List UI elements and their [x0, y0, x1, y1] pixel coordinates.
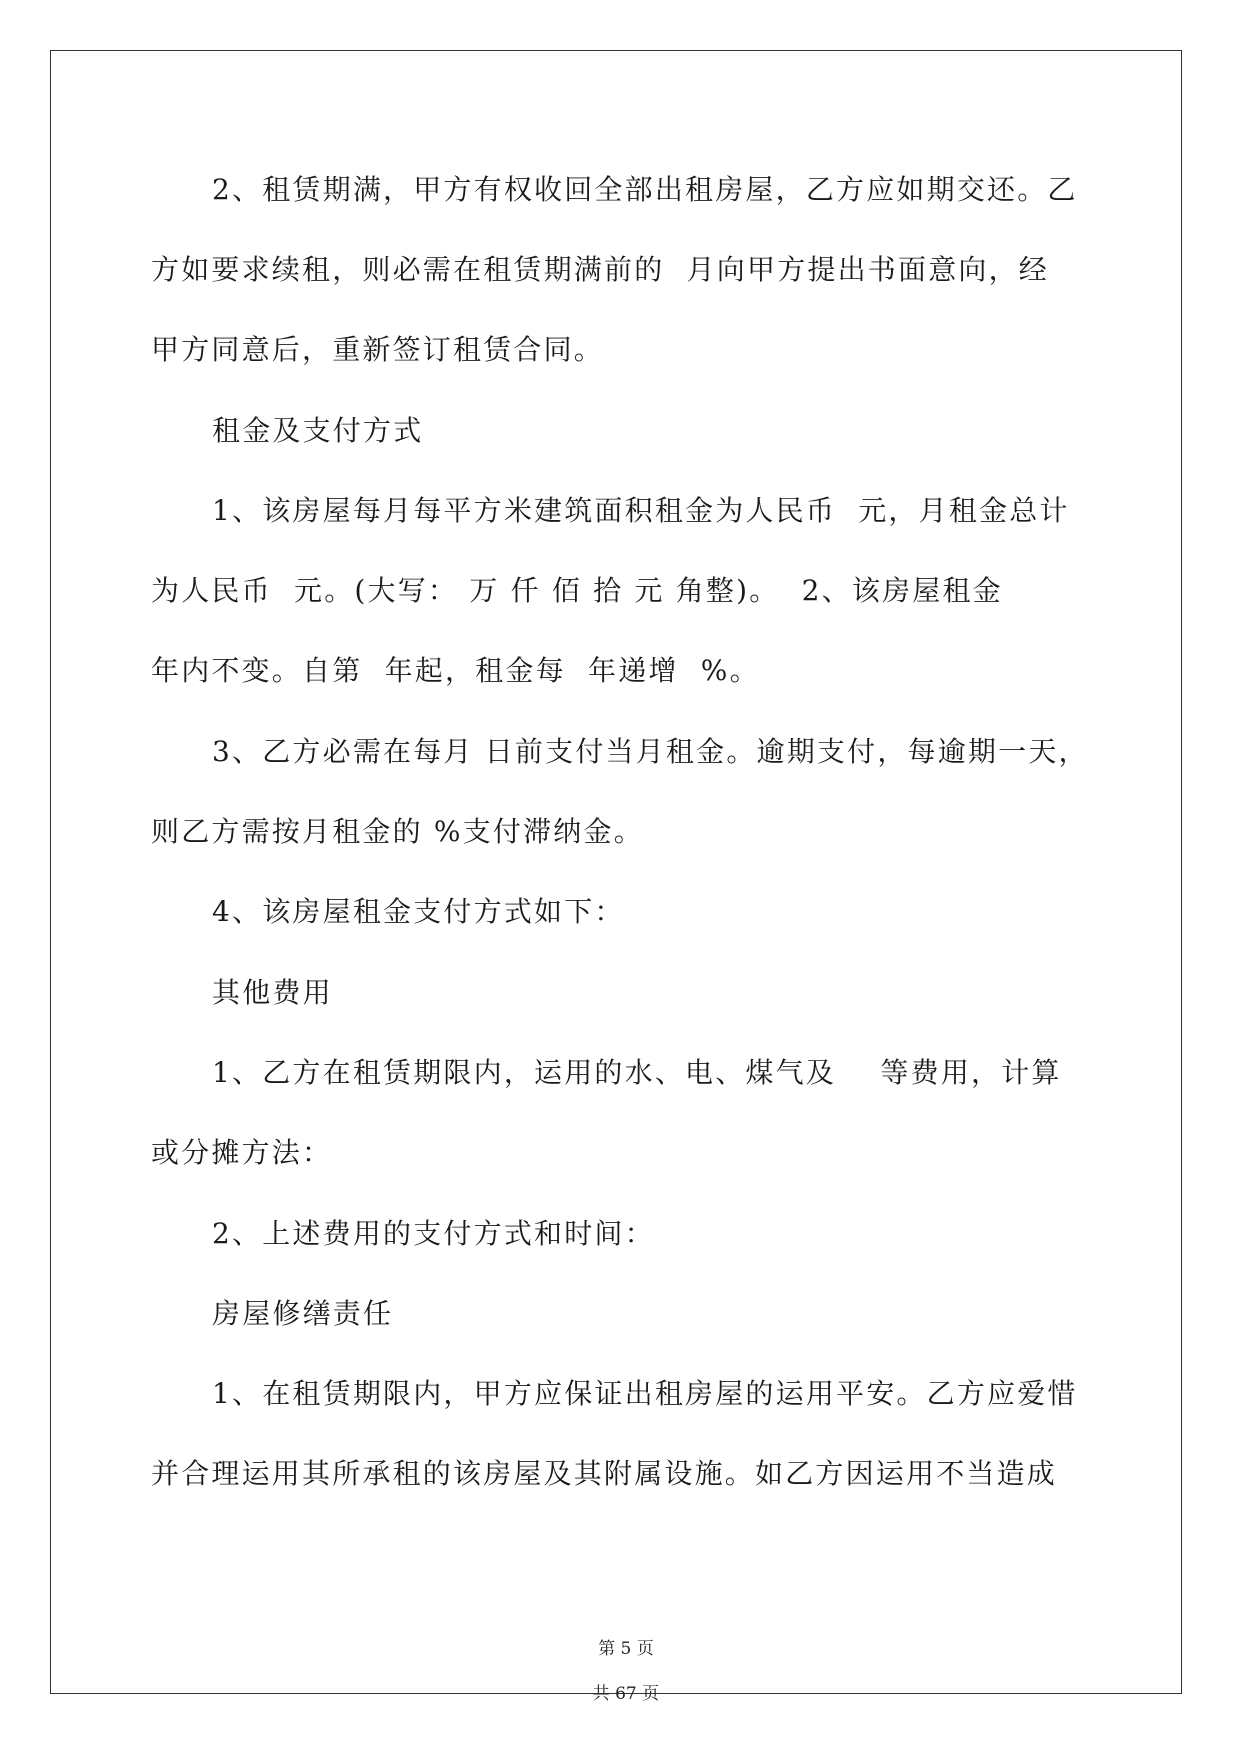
- page-number: 第 5 页: [598, 1639, 654, 1659]
- text-line: 1、在租赁期限内，甲方应保证出租房屋的运用平安。乙方应爱惜: [212, 1377, 1078, 1410]
- total-pages: 共 67 页: [592, 1684, 660, 1704]
- page-footer: [0, 1614, 1241, 1704]
- text-line: 2、租赁期满，甲方有权收回全部出租房屋，乙方应如期交还。乙: [212, 173, 1078, 206]
- text-line: 则乙方需按月租金的 %支付滞纳金。: [151, 815, 644, 848]
- text-line: 3、乙方必需在每月 日前支付当月租金。逾期支付，每逾期一天，: [212, 735, 1089, 768]
- text-line: 2、上述费用的支付方式和时间：: [212, 1217, 655, 1250]
- text-line: 1、乙方在租赁期限内，运用的水、电、煤气及 等费用，计算: [212, 1056, 1062, 1089]
- text-line: 甲方同意后，重新签订租赁合同。: [151, 333, 605, 366]
- section-heading: 租金及支付方式: [212, 414, 424, 447]
- section-heading: 其他费用: [212, 976, 333, 1009]
- text-line: 4、该房屋租金支付方式如下：: [212, 895, 625, 928]
- text-line: 年内不变。自第 年起，租金每 年递增 %。: [151, 654, 760, 687]
- text-line: 为人民币 元。(大写： 万 仟 佰 拾 元 角整)。 2、该房屋租金: [151, 574, 1003, 607]
- text-line: 或分摊方法：: [151, 1136, 333, 1169]
- text-line: 1、该房屋每月每平方米建筑面积租金为人民币 元，月租金总计: [212, 494, 1070, 527]
- text-line: 方如要求续租，则必需在租赁期满前的 月向甲方提出书面意向，经: [151, 253, 1050, 286]
- section-heading: 房屋修缮责任: [212, 1297, 394, 1330]
- text-line: 并合理运用其所承租的该房屋及其附属设施。如乙方因运用不当造成: [151, 1457, 1058, 1490]
- page-border: [50, 50, 1182, 1694]
